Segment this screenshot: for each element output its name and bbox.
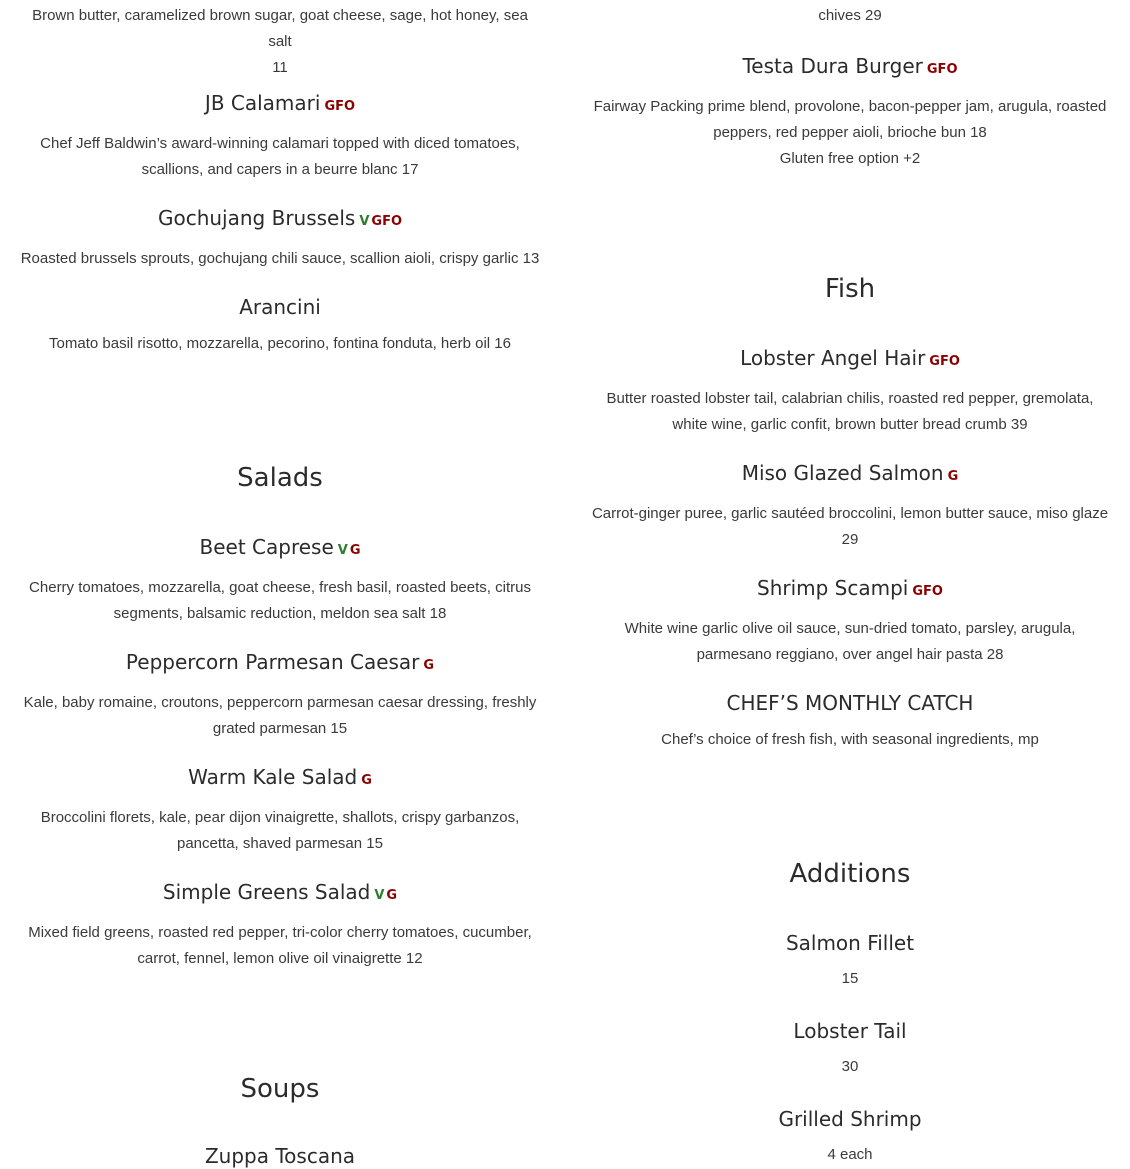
item-description: Mixed field greens, roasted red pepper, tri-color cherry tomatoes, cucumber, carrot, fennel, lemon olive oil vinaigrette 12 [28, 924, 532, 967]
item-name: CHEF’S MONTHLY CATCH [726, 691, 974, 715]
item-name: Peppercorn Parmesan Caesar [125, 650, 420, 674]
item-price: 15 [841, 970, 859, 987]
gluten-free-option-tag: GFO [926, 62, 958, 77]
item-description: Broccolini florets, kale, pear dijon vinaigrette, shallots, crispy garbanzos, pancetta, shaved parmesan 15 [40, 809, 520, 852]
vegetarian-tag: V [337, 543, 348, 558]
top-item-description: chives 29 [818, 7, 882, 24]
addition-lobster-tail [590, 1018, 1110, 1080]
item-name: Warm Kale Salad [188, 765, 358, 789]
gluten-free-option-tag: GFO [912, 584, 943, 599]
item-name: JB Calamari [204, 91, 321, 115]
menu-item-miso-glazed-salmon [590, 460, 1110, 553]
section-title-additions: Additions [789, 859, 911, 889]
item-name: Miso Glazed Salmon [741, 461, 944, 485]
menu-item-simple-greens-salad [20, 879, 540, 972]
item-name: Testa Dura Burger [742, 54, 923, 78]
item-description: White wine garlic olive oil sauce, sun-dried tomato, parsley, arugula, parmesano reggiano, over angel hair pasta 28 [624, 620, 1076, 663]
menu-item-chefs-monthly-catch [590, 690, 1110, 753]
item-name: Gochujang Brussels [157, 206, 356, 230]
menu-item-warm-kale-salad [20, 764, 540, 857]
item-description: Chef Jeff Baldwin’s award-winning calamari topped with diced tomatoes, scallions, and capers in a beurre blanc 17 [40, 135, 520, 178]
gluten-free-tag: G [386, 888, 398, 903]
item-name: Salmon Fillet [785, 931, 915, 955]
menu-item-zuppa-toscana [20, 1143, 540, 1169]
menu-item-beet-caprese [20, 534, 540, 627]
item-description: Roasted brussels sprouts, gochujang chili sauce, scallion aioli, crispy garlic 13 [20, 250, 540, 267]
item-description: Tomato basil risotto, mozzarella, pecorino, fontina fonduta, herb oil 16 [49, 335, 511, 352]
menu-item-lobster-angel-hair [590, 345, 1110, 438]
section-title-salads: Salads [237, 463, 323, 493]
item-description: Chef’s choice of fresh fish, with seasonal ingredients, mp [661, 731, 1039, 748]
item-name: Arancini [239, 295, 321, 319]
vegetarian-tag: V [359, 214, 370, 229]
addition-grilled-shrimp [590, 1106, 1110, 1168]
gluten-free-tag: G [423, 658, 435, 673]
item-name: Shrimp Scampi [757, 576, 909, 600]
item-price: 4 each [827, 1146, 873, 1163]
vegetarian-tag: V [374, 888, 385, 903]
top-item-description: Brown butter, caramelized brown sugar, goat cheese, sage, hot honey, sea salt 11 [32, 7, 528, 76]
item-name: Grilled Shrimp [778, 1107, 922, 1131]
item-name: Zuppa Toscana [204, 1144, 356, 1168]
gluten-free-tag: G [361, 773, 372, 788]
addition-salmon-fillet [590, 930, 1110, 992]
menu-item-gochujang-brussels [20, 205, 540, 272]
gluten-free-option-tag: GFO [929, 354, 960, 369]
item-price: 30 [841, 1058, 859, 1075]
menu-item-peppercorn-parmesan-caesar [20, 649, 540, 742]
menu-item-shrimp-scampi [590, 575, 1110, 668]
section-title-fish: Fish [824, 274, 876, 304]
gluten-free-tag: G [947, 469, 959, 484]
section-title-soups: Soups [240, 1074, 320, 1104]
item-name: Lobster Angel Hair [740, 346, 926, 370]
gluten-free-option-tag: GFO [371, 214, 403, 229]
menu-item-jb-calamari [20, 90, 540, 183]
menu-item-arancini [20, 294, 540, 357]
item-name: Simple Greens Salad [162, 880, 371, 904]
item-description: Butter roasted lobster tail, calabrian chilis, roasted red pepper, gremolata, white wine, garlic confit, brown butter bread crumb 39 [606, 390, 1094, 433]
item-description: Carrot-ginger puree, garlic sautéed broccolini, lemon butter sauce, miso glaze 29 [591, 505, 1109, 548]
item-description: Kale, baby romaine, croutons, peppercorn parmesan caesar dressing, freshly grated parmesan 15 [23, 694, 537, 737]
gluten-free-option-tag: GFO [324, 99, 356, 114]
gluten-free-tag: G [349, 543, 361, 558]
item-name: Beet Caprese [199, 535, 334, 559]
item-name: Lobster Tail [793, 1019, 907, 1043]
menu-item-testa-dura-burger [590, 53, 1110, 172]
item-description: Fairway Packing prime blend, provolone, bacon-pepper jam, arugula, roasted peppers, red pepper aioli, brioche bun 18 Gluten free option +2 [593, 98, 1107, 167]
item-description: Cherry tomatoes, mozzarella, goat cheese, fresh basil, roasted beets, citrus segments, balsamic reduction, meldon sea salt 18 [29, 579, 531, 622]
